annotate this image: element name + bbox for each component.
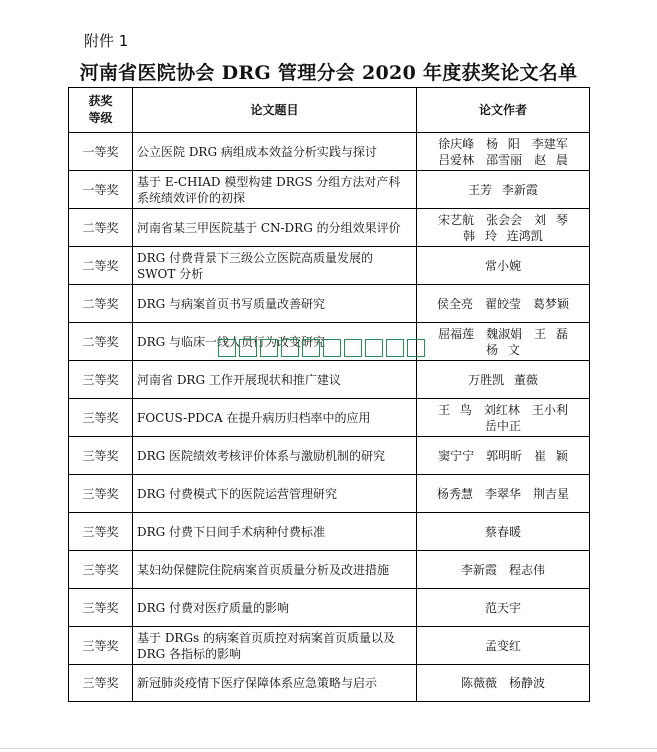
table-row xyxy=(69,627,590,665)
paper-title-cell: FOCUS-PDCA 在提升病历归档率中的应用 xyxy=(133,399,417,437)
paper-title-cell: 基于 E-CHIAD 模型构建 DRGS 分组方法对产科系统绩效评价的初探 xyxy=(133,171,417,209)
authors-cell xyxy=(417,627,590,665)
watermark-box xyxy=(407,339,425,357)
author-line: 万胜凯 董薇 xyxy=(468,372,538,387)
author-line: 孟变红 xyxy=(484,638,521,653)
authors-cell xyxy=(417,513,590,551)
award-level-cell: 二等奖 xyxy=(69,209,133,247)
document-title: 河南省医院协会 DRG 管理分会 2020 年度获奖论文名单 xyxy=(79,62,578,84)
watermark-box xyxy=(260,339,278,357)
paper-title-cell: DRG 付费背景下三级公立医院高质量发展的 SWOT 分析 xyxy=(133,247,417,285)
table-header-row xyxy=(69,88,590,133)
award-level-cell: 三等奖 xyxy=(69,627,133,665)
watermark-box xyxy=(239,339,257,357)
table-row xyxy=(69,361,590,399)
award-level-cell: 一等奖 xyxy=(69,133,133,171)
award-level-cell: 二等奖 xyxy=(69,285,133,323)
authors-cell xyxy=(417,171,590,209)
table-row xyxy=(69,513,590,551)
authors-cell xyxy=(417,285,590,323)
watermark-box xyxy=(281,339,299,357)
authors-cell xyxy=(417,551,590,589)
author-line: 杨秀慧 李翠华 荆吉星 xyxy=(436,486,569,501)
authors-cell xyxy=(417,247,590,285)
authors-cell xyxy=(417,437,590,475)
award-level-cell: 二等奖 xyxy=(69,247,133,285)
paper-title-cell: 河南省某三甲医院基于 CN-DRG 的分组效果评价 xyxy=(133,209,417,247)
authors-cell xyxy=(417,589,590,627)
authors-cell xyxy=(417,665,590,702)
award-level-cell: 三等奖 xyxy=(69,589,133,627)
award-level-cell: 三等奖 xyxy=(69,361,133,399)
award-level-cell: 三等奖 xyxy=(69,551,133,589)
authors-cell xyxy=(417,209,590,247)
author-line: 李新霞 程志伟 xyxy=(460,562,545,577)
paper-title-cell: DRG 医院绩效考核评价体系与激励机制的研究 xyxy=(133,437,417,475)
author-line: 徐庆峰 杨 阳 李建军 xyxy=(438,136,568,151)
table-row xyxy=(69,285,590,323)
paper-title-cell: 基于 DRGs 的病案首页质控对病案首页质量以及 DRG 各指标的影响 xyxy=(133,627,417,665)
table-row xyxy=(69,171,590,209)
author-line: 宋艺航 张会会 刘 琴 xyxy=(438,212,568,227)
award-level-cell: 三等奖 xyxy=(69,399,133,437)
authors-cell xyxy=(417,475,590,513)
watermark-box xyxy=(344,339,362,357)
watermark-boxes xyxy=(218,339,428,357)
paper-title-cell: DRG 付费对医疗质量的影响 xyxy=(133,589,417,627)
watermark-box xyxy=(218,339,236,357)
paper-title-cell: 公立医院 DRG 病组成本效益分析实践与探讨 xyxy=(133,133,417,171)
table-row xyxy=(69,475,590,513)
table-row xyxy=(69,399,590,437)
watermark-box xyxy=(302,339,320,357)
award-level-cell: 三等奖 xyxy=(69,475,133,513)
watermark-box xyxy=(365,339,383,357)
award-level-cell: 三等奖 xyxy=(69,513,133,551)
awards-table xyxy=(68,87,590,702)
watermark-box xyxy=(386,339,404,357)
award-level-cell: 三等奖 xyxy=(69,665,133,702)
table-row xyxy=(69,551,590,589)
table-row xyxy=(69,133,590,171)
authors-cell xyxy=(417,323,590,361)
author-line: 范天宇 xyxy=(484,600,521,615)
author-line: 王 鸟 刘红林 王小利 xyxy=(438,402,568,417)
paper-title-cell: DRG 与临床一线人员行为改变研究 xyxy=(133,323,417,361)
table-row xyxy=(69,589,590,627)
table-row xyxy=(69,247,590,285)
author-line: 屈福莲 魏淑娟 王 磊 xyxy=(438,326,568,341)
page-edge-divider xyxy=(0,748,657,749)
paper-title-cell: 新冠肺炎疫情下医疗保障体系应急策略与启示 xyxy=(133,665,417,702)
header-level-line1: 获奖 xyxy=(88,94,113,108)
header-paper: 论文题目 xyxy=(133,88,417,133)
award-level-cell: 三等奖 xyxy=(69,437,133,475)
attachment-label: 附件 1 xyxy=(84,32,129,50)
paper-title-cell: DRG 付费下日间手术病种付费标准 xyxy=(133,513,417,551)
author-line: 蔡春暖 xyxy=(484,524,521,539)
table-row xyxy=(69,437,590,475)
header-level-line2: 等级 xyxy=(88,111,113,125)
author-line: 侯全亮 翟皎莹 葛梦颖 xyxy=(436,296,569,311)
header-authors: 论文作者 xyxy=(417,88,590,133)
paper-title-cell: 河南省 DRG 工作开展现状和推广建议 xyxy=(133,361,417,399)
author-line: 陈薇薇 杨静波 xyxy=(460,676,545,690)
table-row xyxy=(69,209,590,247)
watermark-box xyxy=(323,339,341,357)
author-line: 王芳 李新霞 xyxy=(468,182,538,197)
author-line: 岳中正 xyxy=(484,418,521,433)
authors-cell xyxy=(417,399,590,437)
paper-title-cell: DRG 付费模式下的医院运营管理研究 xyxy=(133,475,417,513)
author-line: 吕爱林 邵雪丽 赵 晨 xyxy=(438,152,568,167)
paper-title-cell: 某妇幼保健院住院病案首页质量分析及改进措施 xyxy=(133,551,417,589)
header-level xyxy=(69,88,133,133)
authors-cell xyxy=(417,133,590,171)
award-level-cell: 二等奖 xyxy=(69,323,133,361)
author-line: 杨 文 xyxy=(486,342,520,357)
table-row xyxy=(69,665,590,702)
award-level-cell: 一等奖 xyxy=(69,171,133,209)
author-line: 常小婉 xyxy=(484,258,521,273)
author-line: 窦宁宁 郭明昕 崔 颖 xyxy=(438,448,568,463)
paper-title-cell: DRG 与病案首页书写质量改善研究 xyxy=(133,285,417,323)
author-line: 韩 玲 连鸿凯 xyxy=(463,228,543,243)
authors-cell xyxy=(417,361,590,399)
